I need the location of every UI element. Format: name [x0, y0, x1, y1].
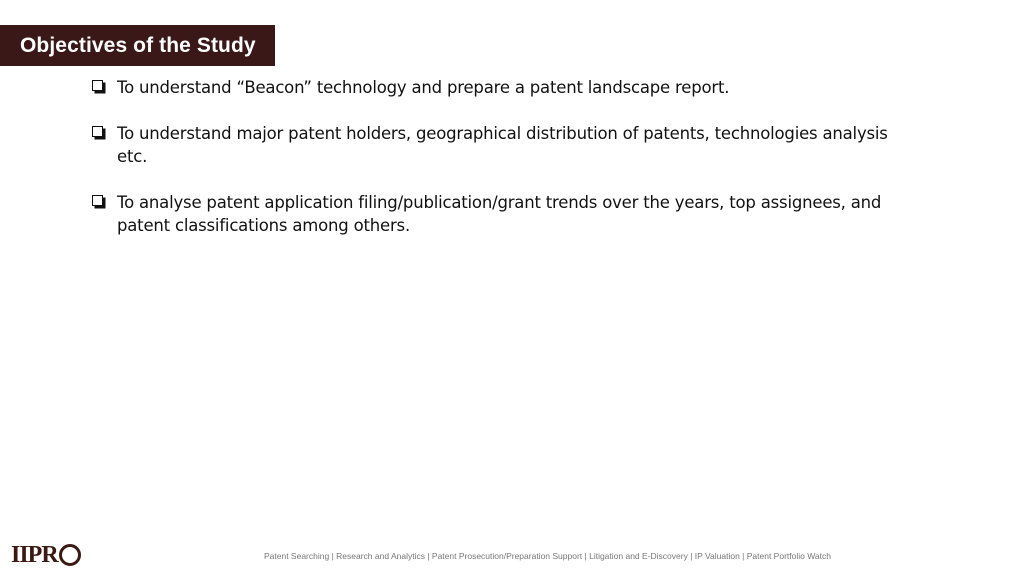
- objectives-list: [92, 76, 922, 260]
- title-banner: [0, 25, 275, 66]
- list-item-text: To understand “Beacon” technology and prepare a patent landscape report.: [117, 78, 730, 97]
- list-item: [92, 191, 922, 237]
- list-item: [92, 76, 922, 99]
- checkbox-bullet-icon: [92, 195, 103, 206]
- list-item-text: To understand major patent holders, geographical distribution of patents, technologies analysis etc.: [117, 124, 888, 166]
- checkbox-bullet-icon: [92, 80, 103, 91]
- list-item: [92, 122, 922, 168]
- list-item-text: To analyse patent application filing/publication/grant trends over the years, top assignees, and patent classifications among others.: [117, 193, 882, 235]
- logo-text: IIPR: [11, 541, 58, 568]
- checkbox-bullet-icon: [92, 126, 103, 137]
- footer-services: Patent Searching | Research and Analytics | Patent Prosecution/Preparation Support | Litigation and E-Discovery | IP Valuation | Patent Portfolio Watch: [264, 551, 832, 561]
- logo-circle-icon: [59, 544, 81, 566]
- company-logo: [11, 542, 81, 568]
- page-title: Objectives of the Study: [20, 33, 256, 57]
